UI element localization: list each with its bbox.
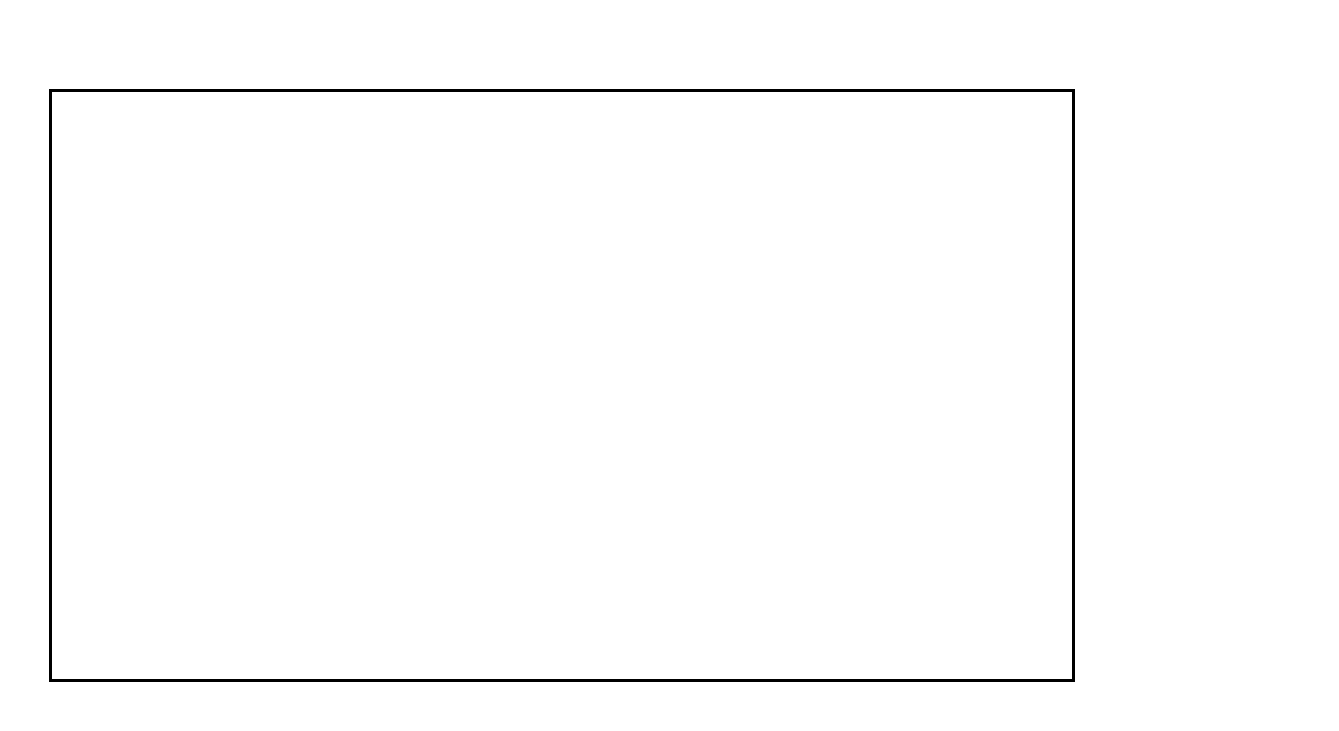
gantt-frame [49,89,1075,682]
gantt-chart [52,92,1072,679]
